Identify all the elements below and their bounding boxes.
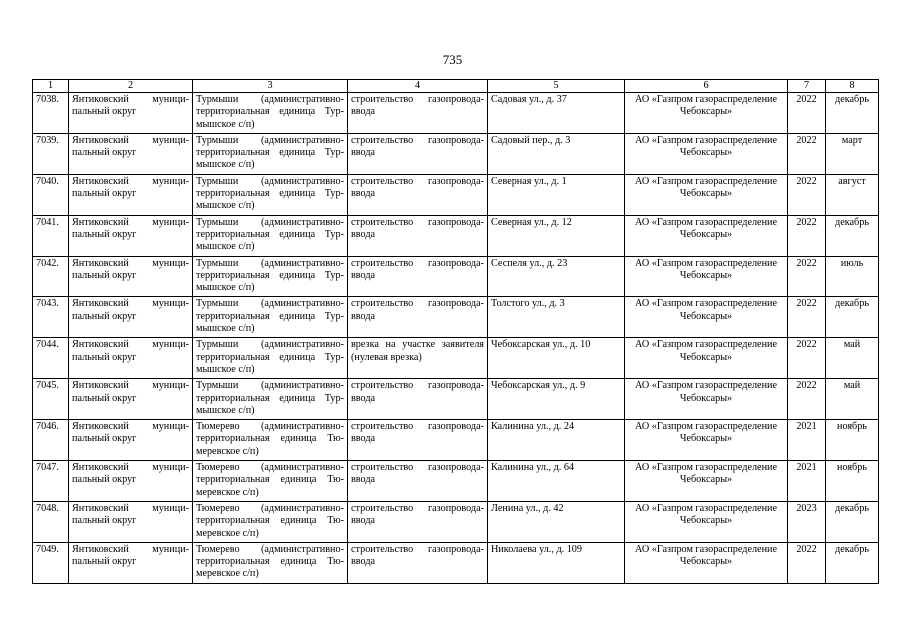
organization-cell-line: АО «Газпром газораспределение [634, 94, 778, 105]
address-cell: Николаева ул., д. 109 [488, 542, 625, 583]
settlement-cell-line: мышское с/п) [196, 404, 255, 416]
address-cell: Толстого ул., д. 3 [488, 297, 625, 338]
organization-cell-line: АО «Газпром газораспределение [634, 339, 778, 351]
work-type-cell-line: строительство газопровода- [351, 543, 484, 555]
organization-cell-line: Чебоксары» [679, 310, 733, 322]
organization-cell-line: Чебоксары» [679, 269, 733, 281]
district-cell [69, 174, 193, 215]
organization-cell-line: Чебоксары» [679, 147, 733, 159]
work-type-cell-line: строительство газопровода- [351, 175, 484, 187]
settlement-cell [193, 256, 348, 297]
organization-cell [625, 215, 788, 256]
district-cell-line: Янтиковский муници- [72, 543, 189, 555]
settlement-cell [193, 461, 348, 502]
table-row [33, 174, 879, 215]
organization-cell-line: АО «Газпром газораспределение [634, 175, 778, 187]
settlement-cell-line: Турмыши (административно- [196, 134, 344, 146]
table-row [33, 297, 879, 338]
district-cell-line: Янтиковский муници- [72, 380, 189, 392]
settlement-cell-line: территориальная единица Тур- [196, 106, 344, 118]
work-type-cell-line: ввода [351, 515, 376, 527]
column-number: 5 [488, 80, 625, 93]
organization-cell-line: АО «Газпром газораспределение [634, 216, 778, 228]
work-type-cell-line: строительство газопровода- [351, 134, 484, 146]
table-row [33, 501, 879, 542]
district-cell-line: пальный округ [72, 228, 137, 240]
column-number: 6 [625, 80, 788, 93]
district-cell-line: пальный округ [72, 106, 137, 118]
table-row [33, 215, 879, 256]
work-type-cell [348, 174, 488, 215]
settlement-cell-line: мышское с/п) [196, 200, 255, 212]
organization-cell [625, 461, 788, 502]
month-cell: июль [826, 256, 879, 297]
settlement-cell [193, 542, 348, 583]
address-cell: Сеспеля ул., д. 23 [488, 256, 625, 297]
district-cell-line: Янтиковский муници- [72, 298, 189, 310]
settlement-cell-line: территориальная единица Тю- [196, 433, 344, 445]
settlement-cell [193, 215, 348, 256]
month-cell: декабрь [826, 215, 879, 256]
table-row [33, 93, 879, 134]
organization-cell-line: АО «Газпром газораспределение [634, 134, 778, 146]
district-cell-line: Янтиковский муници- [72, 421, 189, 433]
district-cell-line: Янтиковский муници- [72, 175, 189, 187]
district-cell [69, 256, 193, 297]
district-cell-line: Янтиковский муници- [72, 502, 189, 514]
column-number: 8 [826, 80, 879, 93]
settlement-cell-line: мышское с/п) [196, 363, 255, 375]
organization-cell-line: Чебоксары» [679, 351, 733, 363]
year-cell: 2022 [788, 174, 826, 215]
month-cell: декабрь [826, 297, 879, 338]
address-cell: Садовая ул., д. 37 [488, 93, 625, 134]
address-cell: Северная ул., д. 1 [488, 174, 625, 215]
settlement-cell-line: Тюмерево (административно- [196, 462, 344, 474]
district-cell-line: Янтиковский муници- [72, 339, 189, 351]
organization-cell-line: Чебоксары» [679, 433, 733, 445]
work-type-cell-line: ввода [351, 106, 376, 118]
settlement-cell-line: Тюмерево (административно- [196, 543, 344, 555]
organization-cell [625, 93, 788, 134]
column-number: 2 [69, 80, 193, 93]
row-number: 7038. [33, 93, 69, 134]
district-cell [69, 542, 193, 583]
address-cell: Чебоксарская ул., д. 10 [488, 338, 625, 379]
district-cell-line: пальный округ [72, 351, 137, 363]
district-cell [69, 420, 193, 461]
settlement-cell-line: территориальная единица Тур- [196, 147, 344, 159]
organization-cell-line: Чебоксары» [679, 106, 733, 118]
settlement-cell-line: Турмыши (административно- [196, 380, 344, 392]
work-type-cell [348, 93, 488, 134]
settlement-cell-line: Турмыши (административно- [196, 94, 344, 105]
organization-cell [625, 501, 788, 542]
work-type-cell-line: строительство газопровода- [351, 462, 484, 474]
month-cell: декабрь [826, 501, 879, 542]
month-cell: декабрь [826, 93, 879, 134]
organization-cell [625, 174, 788, 215]
settlement-cell-line: мышское с/п) [196, 282, 255, 294]
settlement-cell [193, 501, 348, 542]
work-type-cell [348, 461, 488, 502]
address-cell: Ленина ул., д. 42 [488, 501, 625, 542]
address-cell: Северная ул., д. 12 [488, 215, 625, 256]
work-type-cell [348, 133, 488, 174]
address-cell: Калинина ул., д. 24 [488, 420, 625, 461]
district-cell-line: Янтиковский муници- [72, 134, 189, 146]
organization-cell-line: АО «Газпром газораспределение [634, 257, 778, 269]
district-cell-line: пальный округ [72, 310, 137, 322]
work-type-cell-line: ввода [351, 556, 376, 568]
settlement-cell [193, 297, 348, 338]
table-row [33, 379, 879, 420]
month-cell: ноябрь [826, 461, 879, 502]
work-type-cell [348, 338, 488, 379]
year-cell: 2022 [788, 297, 826, 338]
work-type-cell-line: строительство газопровода- [351, 502, 484, 514]
work-type-cell [348, 420, 488, 461]
settlement-cell-line: меревское с/п) [196, 445, 259, 457]
settlement-cell-line: территориальная единица Тур- [196, 351, 344, 363]
work-type-cell [348, 501, 488, 542]
table-row [33, 420, 879, 461]
table-row [33, 133, 879, 174]
work-type-cell [348, 379, 488, 420]
district-cell [69, 215, 193, 256]
year-cell: 2022 [788, 379, 826, 420]
settlement-cell-line: мышское с/п) [196, 118, 255, 130]
organization-cell-line: АО «Газпром газораспределение [634, 421, 778, 433]
settlement-cell-line: мышское с/п) [196, 323, 255, 335]
work-type-cell-line: врезка на участке заявителя [351, 339, 484, 351]
district-cell-line: пальный округ [72, 433, 137, 445]
district-cell [69, 501, 193, 542]
settlement-cell-line: меревское с/п) [196, 527, 259, 539]
organization-cell [625, 338, 788, 379]
organization-cell [625, 420, 788, 461]
settlement-cell-line: мышское с/п) [196, 241, 255, 253]
work-type-cell-line: ввода [351, 269, 376, 281]
settlement-cell-line: Турмыши (административно- [196, 216, 344, 228]
work-type-cell-line: строительство газопровода- [351, 421, 484, 433]
settlement-cell [193, 338, 348, 379]
year-cell: 2022 [788, 93, 826, 134]
address-cell: Калинина ул., д. 64 [488, 461, 625, 502]
settlement-cell-line: Тюмерево (административно- [196, 502, 344, 514]
settlement-cell-line: территориальная единица Тю- [196, 515, 344, 527]
organization-cell [625, 256, 788, 297]
row-number: 7043. [33, 297, 69, 338]
district-cell-line: пальный округ [72, 392, 137, 404]
work-type-cell [348, 542, 488, 583]
row-number: 7049. [33, 542, 69, 583]
settlement-cell [193, 93, 348, 134]
settlement-cell [193, 133, 348, 174]
organization-cell-line: АО «Газпром газораспределение [634, 380, 778, 392]
settlement-cell [193, 420, 348, 461]
address-cell: Садовый пер., д. 3 [488, 133, 625, 174]
row-number: 7045. [33, 379, 69, 420]
district-cell-line: пальный округ [72, 269, 137, 281]
work-type-cell-line: ввода [351, 228, 376, 240]
month-cell: май [826, 338, 879, 379]
settlement-cell-line: территориальная единица Тур- [196, 228, 344, 240]
settlement-cell-line: территориальная единица Тур- [196, 392, 344, 404]
district-cell-line: Янтиковский муници- [72, 257, 189, 269]
column-number-row [33, 80, 879, 93]
district-cell [69, 461, 193, 502]
row-number: 7039. [33, 133, 69, 174]
page-number: 735 [442, 52, 463, 67]
work-type-cell-line: ввода [351, 147, 376, 159]
settlement-cell-line: меревское с/п) [196, 486, 259, 498]
column-number: 3 [193, 80, 348, 93]
table-row [33, 461, 879, 502]
year-cell: 2021 [788, 420, 826, 461]
organization-cell-line: АО «Газпром газораспределение [634, 543, 778, 555]
organization-cell-line: Чебоксары» [679, 392, 733, 404]
work-type-cell-line: строительство газопровода- [351, 216, 484, 228]
district-cell [69, 379, 193, 420]
month-cell: декабрь [826, 542, 879, 583]
settlement-cell-line: Турмыши (административно- [196, 257, 344, 269]
row-number: 7047. [33, 461, 69, 502]
work-type-cell-line: (нулевая врезка) [351, 351, 422, 363]
settlement-cell-line: территориальная единица Тур- [196, 310, 344, 322]
district-cell-line: пальный округ [72, 474, 137, 486]
work-type-cell-line: ввода [351, 433, 376, 445]
row-number: 7046. [33, 420, 69, 461]
organization-cell-line: Чебоксары» [679, 228, 733, 240]
month-cell: август [826, 174, 879, 215]
district-cell-line: пальный округ [72, 188, 137, 200]
row-number: 7040. [33, 174, 69, 215]
year-cell: 2022 [788, 256, 826, 297]
district-cell-line: Янтиковский муници- [72, 462, 189, 474]
column-number: 1 [33, 80, 69, 93]
organization-cell-line: АО «Газпром газораспределение [634, 298, 778, 310]
column-number: 7 [788, 80, 826, 93]
settlement-cell-line: территориальная единица Тур- [196, 269, 344, 281]
work-type-cell [348, 215, 488, 256]
work-type-cell-line: строительство газопровода- [351, 298, 484, 310]
work-type-cell [348, 256, 488, 297]
work-type-cell-line: ввода [351, 392, 376, 404]
district-cell [69, 133, 193, 174]
district-cell [69, 297, 193, 338]
month-cell: май [826, 379, 879, 420]
year-cell: 2022 [788, 215, 826, 256]
column-number: 4 [348, 80, 488, 93]
district-cell-line: Янтиковский муници- [72, 216, 189, 228]
organization-cell [625, 133, 788, 174]
table-row [33, 338, 879, 379]
organization-cell [625, 542, 788, 583]
district-cell [69, 338, 193, 379]
settlement-cell [193, 379, 348, 420]
organization-cell [625, 297, 788, 338]
work-type-cell-line: ввода [351, 188, 376, 200]
work-type-cell-line: ввода [351, 474, 376, 486]
row-number: 7041. [33, 215, 69, 256]
address-cell: Чебоксарская ул., д. 9 [488, 379, 625, 420]
settlement-cell-line: Турмыши (административно- [196, 175, 344, 187]
data-table [32, 79, 879, 584]
row-number: 7044. [33, 338, 69, 379]
settlement-cell-line: мышское с/п) [196, 159, 255, 171]
year-cell: 2022 [788, 542, 826, 583]
row-number: 7042. [33, 256, 69, 297]
organization-cell-line: АО «Газпром газораспределение [634, 462, 778, 474]
organization-cell-line: АО «Газпром газораспределение [634, 502, 778, 514]
work-type-cell-line: строительство газопровода- [351, 257, 484, 269]
year-cell: 2023 [788, 501, 826, 542]
work-type-cell-line: строительство газопровода- [351, 94, 484, 105]
year-cell: 2022 [788, 338, 826, 379]
organization-cell [625, 379, 788, 420]
district-cell-line: Янтиковский муници- [72, 94, 189, 105]
organization-cell-line: Чебоксары» [679, 188, 733, 200]
settlement-cell-line: Турмыши (административно- [196, 339, 344, 351]
organization-cell-line: Чебоксары» [679, 556, 733, 568]
year-cell: 2022 [788, 133, 826, 174]
settlement-cell-line: территориальная единица Тю- [196, 474, 344, 486]
district-cell-line: пальный округ [72, 556, 137, 568]
row-number: 7048. [33, 501, 69, 542]
settlement-cell-line: территориальная единица Тю- [196, 556, 344, 568]
month-cell: март [826, 133, 879, 174]
settlement-cell-line: Турмыши (административно- [196, 298, 344, 310]
district-cell-line: пальный округ [72, 515, 137, 527]
settlement-cell-line: территориальная единица Тур- [196, 188, 344, 200]
work-type-cell [348, 297, 488, 338]
organization-cell-line: Чебоксары» [679, 474, 733, 486]
work-type-cell-line: ввода [351, 310, 376, 322]
month-cell: ноябрь [826, 420, 879, 461]
table-row [33, 542, 879, 583]
district-cell [69, 93, 193, 134]
settlement-cell-line: Тюмерево (административно- [196, 421, 344, 433]
work-type-cell-line: строительство газопровода- [351, 380, 484, 392]
year-cell: 2021 [788, 461, 826, 502]
settlement-cell-line: меревское с/п) [196, 568, 259, 580]
district-cell-line: пальный округ [72, 147, 137, 159]
settlement-cell [193, 174, 348, 215]
table-row [33, 256, 879, 297]
organization-cell-line: Чебоксары» [679, 515, 733, 527]
